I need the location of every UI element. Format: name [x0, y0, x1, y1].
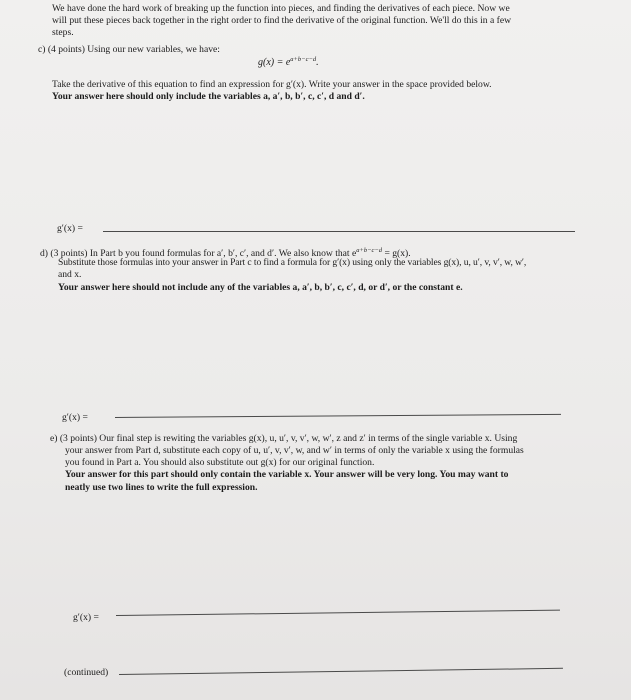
intro-line-3: steps. [52, 27, 74, 38]
part-d-heading-text: d) (3 points) In Part b you found formulas for a′, b′, c′, and d′. We also know that e [40, 248, 357, 259]
part-e-answer-label: g′(x) = [73, 612, 99, 623]
part-c-equation-lhs: g(x) = e [258, 57, 291, 68]
part-e-line-3: you found in Part a. You should also substitute out g(x) for our original function. [65, 457, 375, 468]
part-e-line-5: neatly use two lines to write the full expression. [65, 482, 258, 493]
part-e-continued-label: (continued) [64, 667, 109, 678]
part-c-answer-label: g′(x) = [57, 223, 83, 234]
part-c-instruction-1: Take the derivative of this equation to find an expression for g′(x). Write your answer in the space provided below. [52, 79, 492, 90]
intro-line-1: We have done the hard work of breaking up the function into pieces, and finding the derivatives of each piece. Now we [52, 3, 510, 14]
part-c-equation-exponent: a+b−c−d [290, 56, 317, 63]
part-c-equation-end: . [316, 57, 319, 68]
part-c-instruction-2: Your answer here should only include the variables a, a′, b, b′, c, c′, d and d′. [52, 91, 365, 102]
part-c-equation [258, 56, 319, 68]
part-c-answer-line[interactable] [103, 231, 575, 232]
part-d-line-3: and x. [58, 269, 82, 280]
part-d-heading-exponent: a+b−c−d [356, 247, 383, 254]
part-c-heading: c) (4 points) Using our new variables, we have: [38, 44, 220, 55]
part-e-line-2: your answer from Part d, substitute each copy of u, u′, v, v′, w, and w′ in terms of only the variable x using the formulas [65, 445, 524, 456]
part-e-line-4: Your answer for this part should only contain the variable x. Your answer will be very long. You may want to [65, 469, 509, 480]
part-d-line-4: Your answer here should not include any of the variables a, a′, b, b′, c, c′, d, or d′, or the constant e. [58, 282, 463, 293]
part-d-answer-label: g′(x) = [62, 412, 88, 423]
part-d-line-2: Substitute those formulas into your answer in Part c to find a formula for g′(x) using only the variables g(x), u, u′, v, v′, w, w′, [58, 257, 527, 268]
part-e-answer-line-1[interactable] [116, 610, 560, 616]
part-e-line-1: e) (3 points) Our final step is rewiting the variables g(x), u, u′, v, v′, w, w′, z and z′ in terms of the single variable x. Using [50, 433, 518, 444]
part-e-answer-line-2[interactable] [119, 668, 563, 675]
part-d-heading-end: = g(x). [382, 248, 411, 259]
part-d-answer-line[interactable] [115, 414, 561, 418]
intro-line-2: will put these pieces back together in the right order to find the derivative of the original function. We'll do this in a few [52, 15, 512, 26]
